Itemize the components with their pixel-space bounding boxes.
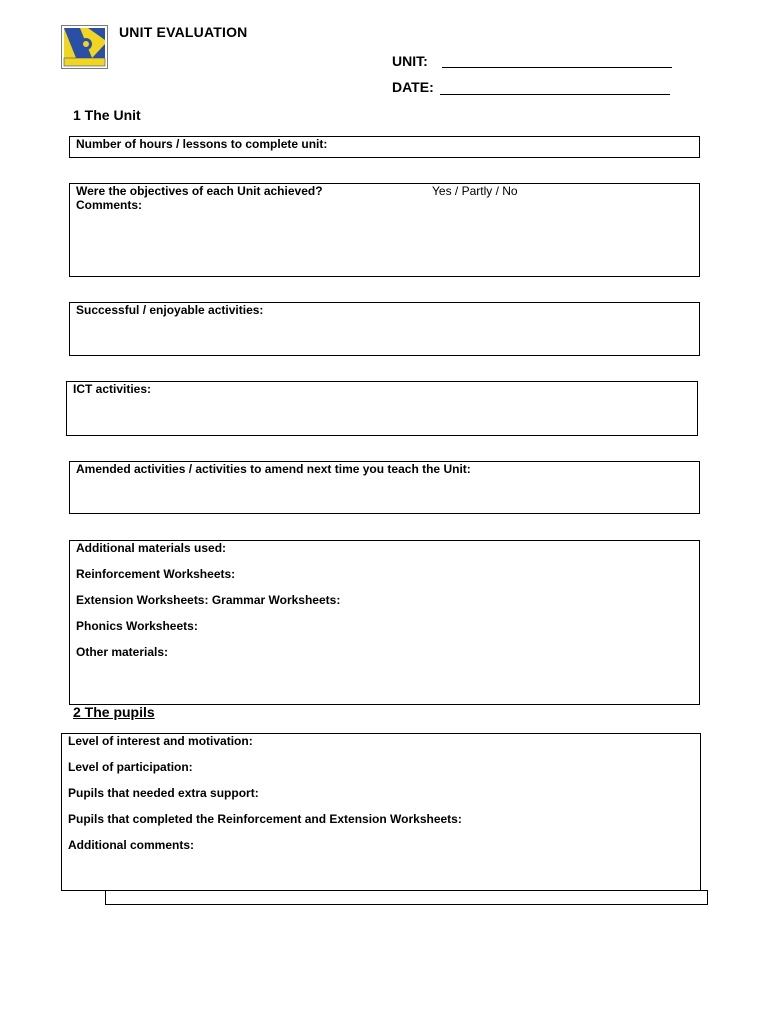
objectives-options[interactable]: Yes / Partly / No (432, 184, 518, 198)
logo-graphic-icon (62, 26, 107, 68)
unit-field[interactable] (442, 67, 672, 68)
date-label: DATE: (392, 79, 434, 95)
amended-label: Amended activities / activities to amend next time you teach the Unit: (76, 462, 471, 476)
school-logo (61, 25, 108, 69)
additional-materials-label: Additional materials used: (76, 541, 227, 555)
page-title: UNIT EVALUATION (119, 24, 248, 40)
other-materials-label: Other materials: (76, 645, 169, 659)
extension-label: Extension Worksheets: Grammar Worksheets: (76, 593, 341, 607)
successful-activities-box[interactable] (69, 302, 700, 356)
extra-support-label: Pupils that needed extra support: (68, 786, 259, 800)
ict-label: ICT activities: (73, 382, 152, 396)
pupils-box[interactable] (61, 733, 701, 891)
section-2-title: 2 The pupils (73, 704, 155, 720)
interest-label: Level of interest and motivation: (68, 734, 253, 748)
successful-label: Successful / enjoyable activities: (76, 303, 264, 317)
ict-activities-box[interactable] (66, 381, 698, 436)
reinforcement-label: Reinforcement Worksheets: (76, 567, 236, 581)
unit-label: UNIT: (392, 53, 428, 69)
completed-worksheets-label: Pupils that completed the Reinforcement and Extension Worksheets: (68, 812, 462, 826)
objectives-box[interactable] (69, 183, 700, 277)
additional-comments-label: Additional comments: (68, 838, 195, 852)
hours-label: Number of hours / lessons to complete unit: (76, 137, 328, 151)
date-field[interactable] (440, 94, 670, 95)
objectives-label: Were the objectives of each Unit achieved? (76, 184, 323, 198)
materials-box[interactable] (69, 540, 700, 705)
amended-activities-box[interactable] (69, 461, 700, 514)
hours-box[interactable] (69, 136, 700, 158)
trailing-empty-box (105, 890, 708, 905)
section-1-title: 1 The Unit (73, 107, 141, 123)
comments-label: Comments: (76, 198, 143, 212)
participation-label: Level of participation: (68, 760, 193, 774)
phonics-label: Phonics Worksheets: (76, 619, 198, 633)
